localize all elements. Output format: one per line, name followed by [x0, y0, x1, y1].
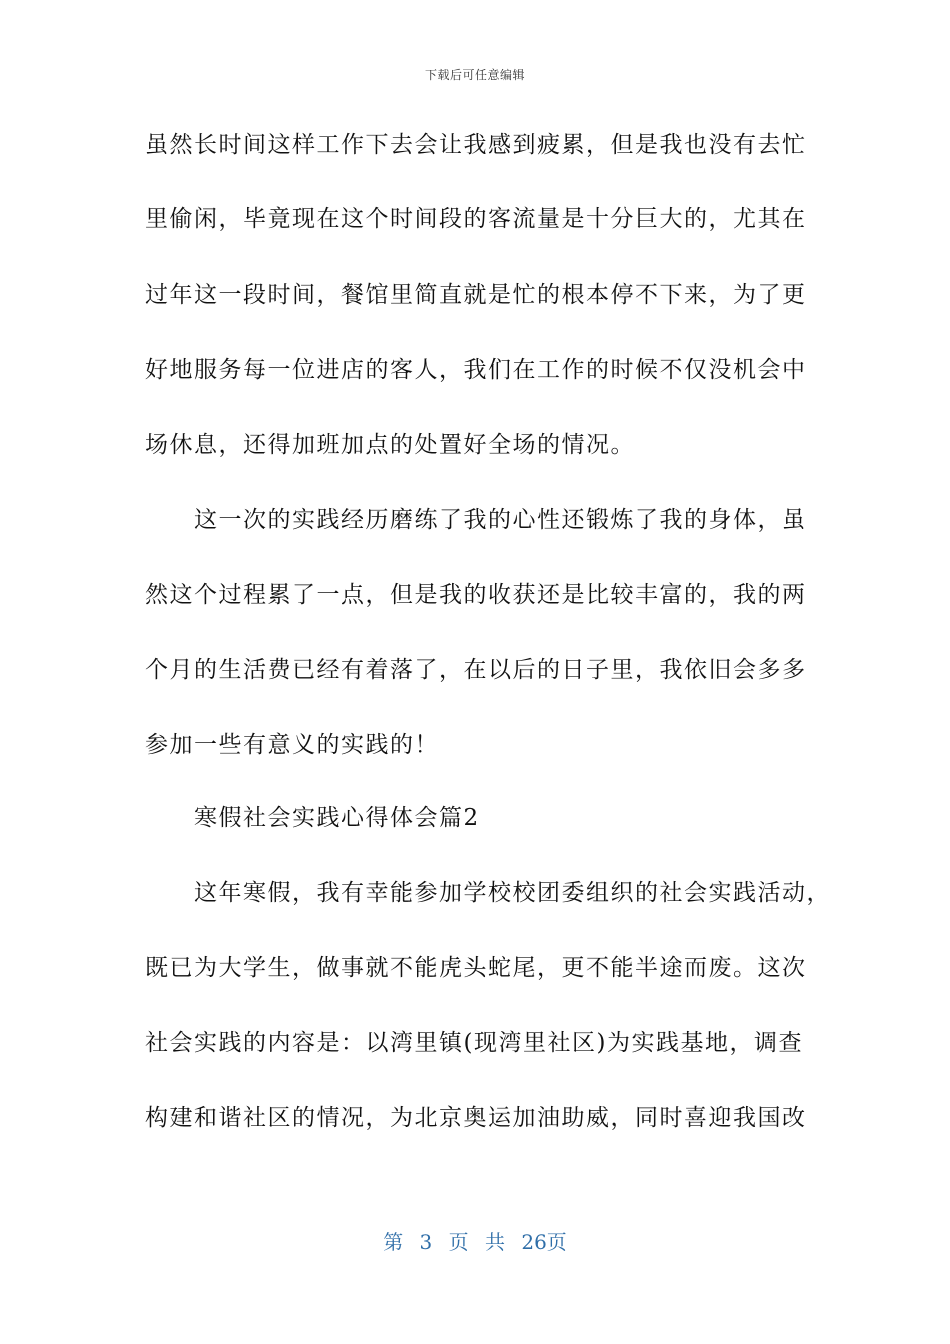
body-line: 过年这一段时间，餐馆里简直就是忙的根本停不下来，为了更	[145, 282, 807, 308]
body-line: 参加一些有意义的实践的！	[145, 732, 439, 758]
body-line: 然这个过程累了一点，但是我的收获还是比较丰富的，我的两	[145, 582, 807, 608]
body-line: 好地服务每一位进店的客人，我们在工作的时候不仅没机会中	[145, 357, 807, 383]
page-number-footer: 第 3 页 共 26页	[383, 1230, 567, 1254]
body-line: 构建和谐社区的情况，为北京奥运加油助威，同时喜迎我国改	[145, 1105, 807, 1131]
body-line: 个月的生活费已经有着落了，在以后的日子里，我依旧会多多	[145, 657, 807, 683]
body-line: 这一次的实践经历磨练了我的心性还锻炼了我的身体，虽	[145, 507, 807, 533]
body-line: 这年寒假，我有幸能参加学校校团委组织的社会实践活动，	[145, 880, 831, 906]
body-line: 场休息，还得加班加点的处置好全场的情况。	[145, 432, 635, 458]
body-line: 社会实践的内容是：以湾里镇(现湾里社区)为实践基地，调查	[145, 1030, 803, 1056]
body-line: 虽然长时间这样工作下去会让我感到疲累，但是我也没有去忙	[145, 132, 807, 158]
body-line: 既已为大学生，做事就不能虎头蛇尾，更不能半途而废。这次	[145, 955, 807, 981]
page-header: 下载后可任意编辑	[424, 68, 525, 82]
body-line: 里偷闲，毕竟现在这个时间段的客流量是十分巨大的，尤其在	[145, 206, 807, 232]
section-heading: 寒假社会实践心得体会篇2	[145, 805, 480, 831]
